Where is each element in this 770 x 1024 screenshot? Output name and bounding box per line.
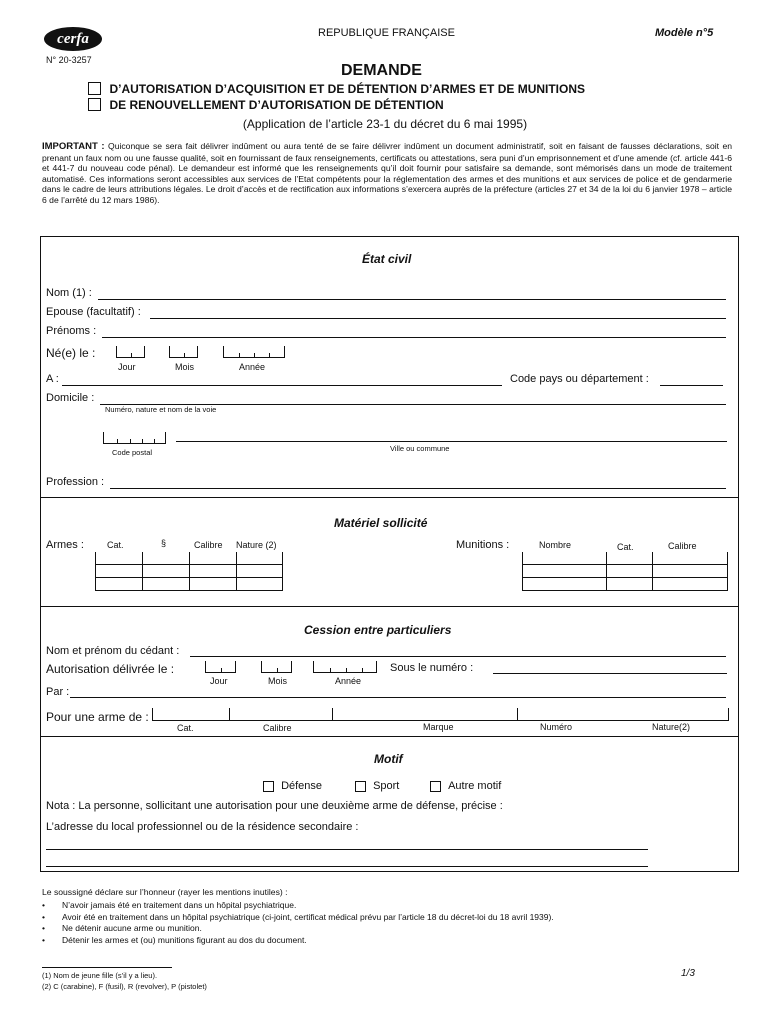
pour-arme-label: Pour une arme de : <box>46 710 149 724</box>
armes-grid[interactable] <box>95 552 283 591</box>
option-renouvellement-checkbox[interactable] <box>88 98 101 111</box>
mois-caption: Mois <box>175 362 195 372</box>
autorisation-label: Autorisation délivrée le : <box>46 662 175 676</box>
nom-label: Nom (1) : <box>46 287 92 299</box>
option-acquisition-checkbox[interactable] <box>88 82 101 95</box>
code-postal-caption: Code postal <box>112 448 153 457</box>
footnote-2: (2) C (carabine), F (fusil), R (revolver), P (pistolet) <box>42 982 207 991</box>
annee-caption: Année <box>239 362 266 372</box>
declaration-item[interactable]: • Ne détenir aucune arme ou munition. <box>40 923 740 935</box>
etat-civil-title: État civil <box>362 252 412 266</box>
code-pays-label: Code pays ou département : <box>510 373 649 385</box>
motif-autre[interactable] <box>430 780 501 792</box>
profession-label: Profession : <box>46 476 105 488</box>
motif-defense[interactable] <box>263 780 322 792</box>
option-renouvellement[interactable] <box>88 96 444 114</box>
armes-cat-header: Cat. <box>107 540 124 550</box>
footnote-1: (1) Nom de jeune fille (s’il y a lieu). <box>42 971 158 980</box>
armes-section-header: § <box>161 538 167 548</box>
model-label: Modèle n°5 <box>655 27 714 39</box>
cession-cat-caption: Cat. <box>177 723 194 733</box>
materiel-title: Matériel sollicité <box>334 516 428 530</box>
defense-label: Défense <box>281 780 323 792</box>
birth-month-field[interactable] <box>169 346 198 358</box>
sous-numero-label: Sous le numéro : <box>390 662 474 674</box>
autorisation-day-field[interactable] <box>205 661 236 673</box>
domicile-hint: Numéro, nature et nom de la voie <box>105 405 217 414</box>
jour-caption: Jour <box>118 362 136 372</box>
prenoms-label: Prénoms : <box>46 325 97 337</box>
cession-nature-caption: Nature(2) <box>652 722 691 732</box>
important-label: IMPORTANT : <box>42 141 105 152</box>
profession-field[interactable] <box>110 488 726 489</box>
par-label: Par : <box>46 686 70 698</box>
domicile-label: Domicile : <box>46 392 95 404</box>
ville-caption: Ville ou commune <box>390 444 450 453</box>
divider <box>40 606 739 607</box>
cession-jour-caption: Jour <box>210 676 228 686</box>
declaration-item[interactable]: • Détenir les armes et (ou) munitions figurant au dos du document. <box>40 935 740 947</box>
form-title: DEMANDE <box>341 62 422 79</box>
code-pays-field[interactable] <box>660 385 723 386</box>
important-notice <box>42 141 732 206</box>
autre-checkbox[interactable] <box>430 781 441 792</box>
republic-label: REPUBLIQUE FRANÇAISE <box>318 27 455 39</box>
adresse-field-2[interactable] <box>46 866 648 867</box>
munitions-grid[interactable] <box>522 552 728 591</box>
motif-sport[interactable] <box>355 780 399 792</box>
footnote-rule <box>42 967 172 968</box>
munitions-label: Munitions : <box>456 539 510 551</box>
cession-marque-caption: Marque <box>423 722 454 732</box>
cession-title: Cession entre particuliers <box>304 623 452 637</box>
subtitle: (Application de l’article 23-1 du décret du 6 mai 1995) <box>242 117 528 131</box>
cession-annee-caption: Année <box>335 676 362 686</box>
important-text: Quiconque se sera fait délivrer indûment ou aura tenté de se faire délivrer indûment un document administratif, soit en faisant de fausses déclarations, soit en prenant un faux nom ou une fausse qualité, soit en fournissant de faux renseignements, certificats ou attestations, sera puni d’un emprisonnement et d’une amende (cf. article 441-6 et 441-7 du nouveau code pénal). Le demandeur est informé que les renseignements qu’il doit fournir pour satisfaire sa demande, sont mémorisés dans un mode de traitement automatisé. Ces informations seront accessibles aux services de l’Etat compétents pour la réglementation des armes et des munitions et aux services de police et de gendarmerie dans le cadre de leurs attributions légales. Le droit d’accès et de rectification aux informations s’exercera auprès de la préfecture (articles 27 et 34 de la loi du 6 janvier 1978 – article 6 de l’arrêté du 12 mars 1986). <box>42 141 733 205</box>
declaration-list <box>40 900 740 946</box>
munitions-cat-header: Cat. <box>617 542 634 552</box>
cedant-label: Nom et prénom du cédant : <box>46 645 180 657</box>
declaration-item[interactable]: • Avoir été en traitement dans un hôpital psychiatrique (ci-joint, certificat médical prévu par l’article 18 du décret-loi du 18 avril 1939). <box>40 912 740 924</box>
motif-title: Motif <box>374 752 403 766</box>
cerfa-logo: cerfa <box>44 27 102 51</box>
autorisation-year-field[interactable] <box>313 661 377 673</box>
birth-year-field[interactable] <box>223 346 285 358</box>
cedant-field[interactable] <box>190 656 726 657</box>
munitions-nombre-header: Nombre <box>539 540 572 550</box>
divider <box>40 736 739 737</box>
lieu-label: A : <box>46 373 59 385</box>
armes-nature-header: Nature (2) <box>236 540 277 550</box>
arme-cession-grid[interactable] <box>152 708 729 721</box>
page-number: 1/3 <box>681 968 695 979</box>
adresse-field-1[interactable] <box>46 849 648 850</box>
sport-checkbox[interactable] <box>355 781 366 792</box>
birth-day-field[interactable] <box>116 346 145 358</box>
epouse-label: Epouse (facultatif) : <box>46 306 141 318</box>
ne-le-label: Né(e) le : <box>46 346 96 360</box>
cession-mois-caption: Mois <box>268 676 288 686</box>
prenoms-field[interactable] <box>102 337 726 338</box>
adresse-label: L’adresse du local professionnel ou de la résidence secondaire : <box>46 821 359 833</box>
epouse-field[interactable] <box>150 318 726 319</box>
declaration-item[interactable]: • N’avoir jamais été en traitement dans un hôpital psychiatrique. <box>40 900 740 912</box>
armes-label: Armes : <box>46 539 84 551</box>
sport-label: Sport <box>373 780 400 792</box>
nom-field[interactable] <box>98 299 726 300</box>
armes-calibre-header: Calibre <box>194 540 223 550</box>
munitions-calibre-header: Calibre <box>668 541 697 551</box>
option-renouvellement-label: DE RENOUVELLEMENT D’AUTORISATION DE DÉTENTION <box>109 98 444 112</box>
cession-numero-caption: Numéro <box>540 722 573 732</box>
form-number: N° 20-3257 <box>46 55 92 65</box>
divider <box>40 497 739 498</box>
cession-calibre-caption: Calibre <box>263 723 292 733</box>
code-postal-field[interactable] <box>103 432 166 444</box>
autorisation-month-field[interactable] <box>261 661 292 673</box>
option-acquisition-label: D’AUTORISATION D’ACQUISITION ET DE DÉTENTION D’ARMES ET DE MUNITIONS <box>109 82 586 96</box>
par-field[interactable] <box>70 697 726 698</box>
autre-label: Autre motif <box>448 780 502 792</box>
defense-checkbox[interactable] <box>263 781 274 792</box>
lieu-field[interactable] <box>62 385 502 386</box>
nota-text: Nota : La personne, sollicitant une autorisation pour une deuxième arme de défense, précise : <box>46 800 503 812</box>
sous-numero-field[interactable] <box>493 673 727 674</box>
ville-field[interactable] <box>176 441 727 442</box>
declaration-intro: Le soussigné déclare sur l’honneur (rayer les mentions inutiles) : <box>42 887 288 897</box>
